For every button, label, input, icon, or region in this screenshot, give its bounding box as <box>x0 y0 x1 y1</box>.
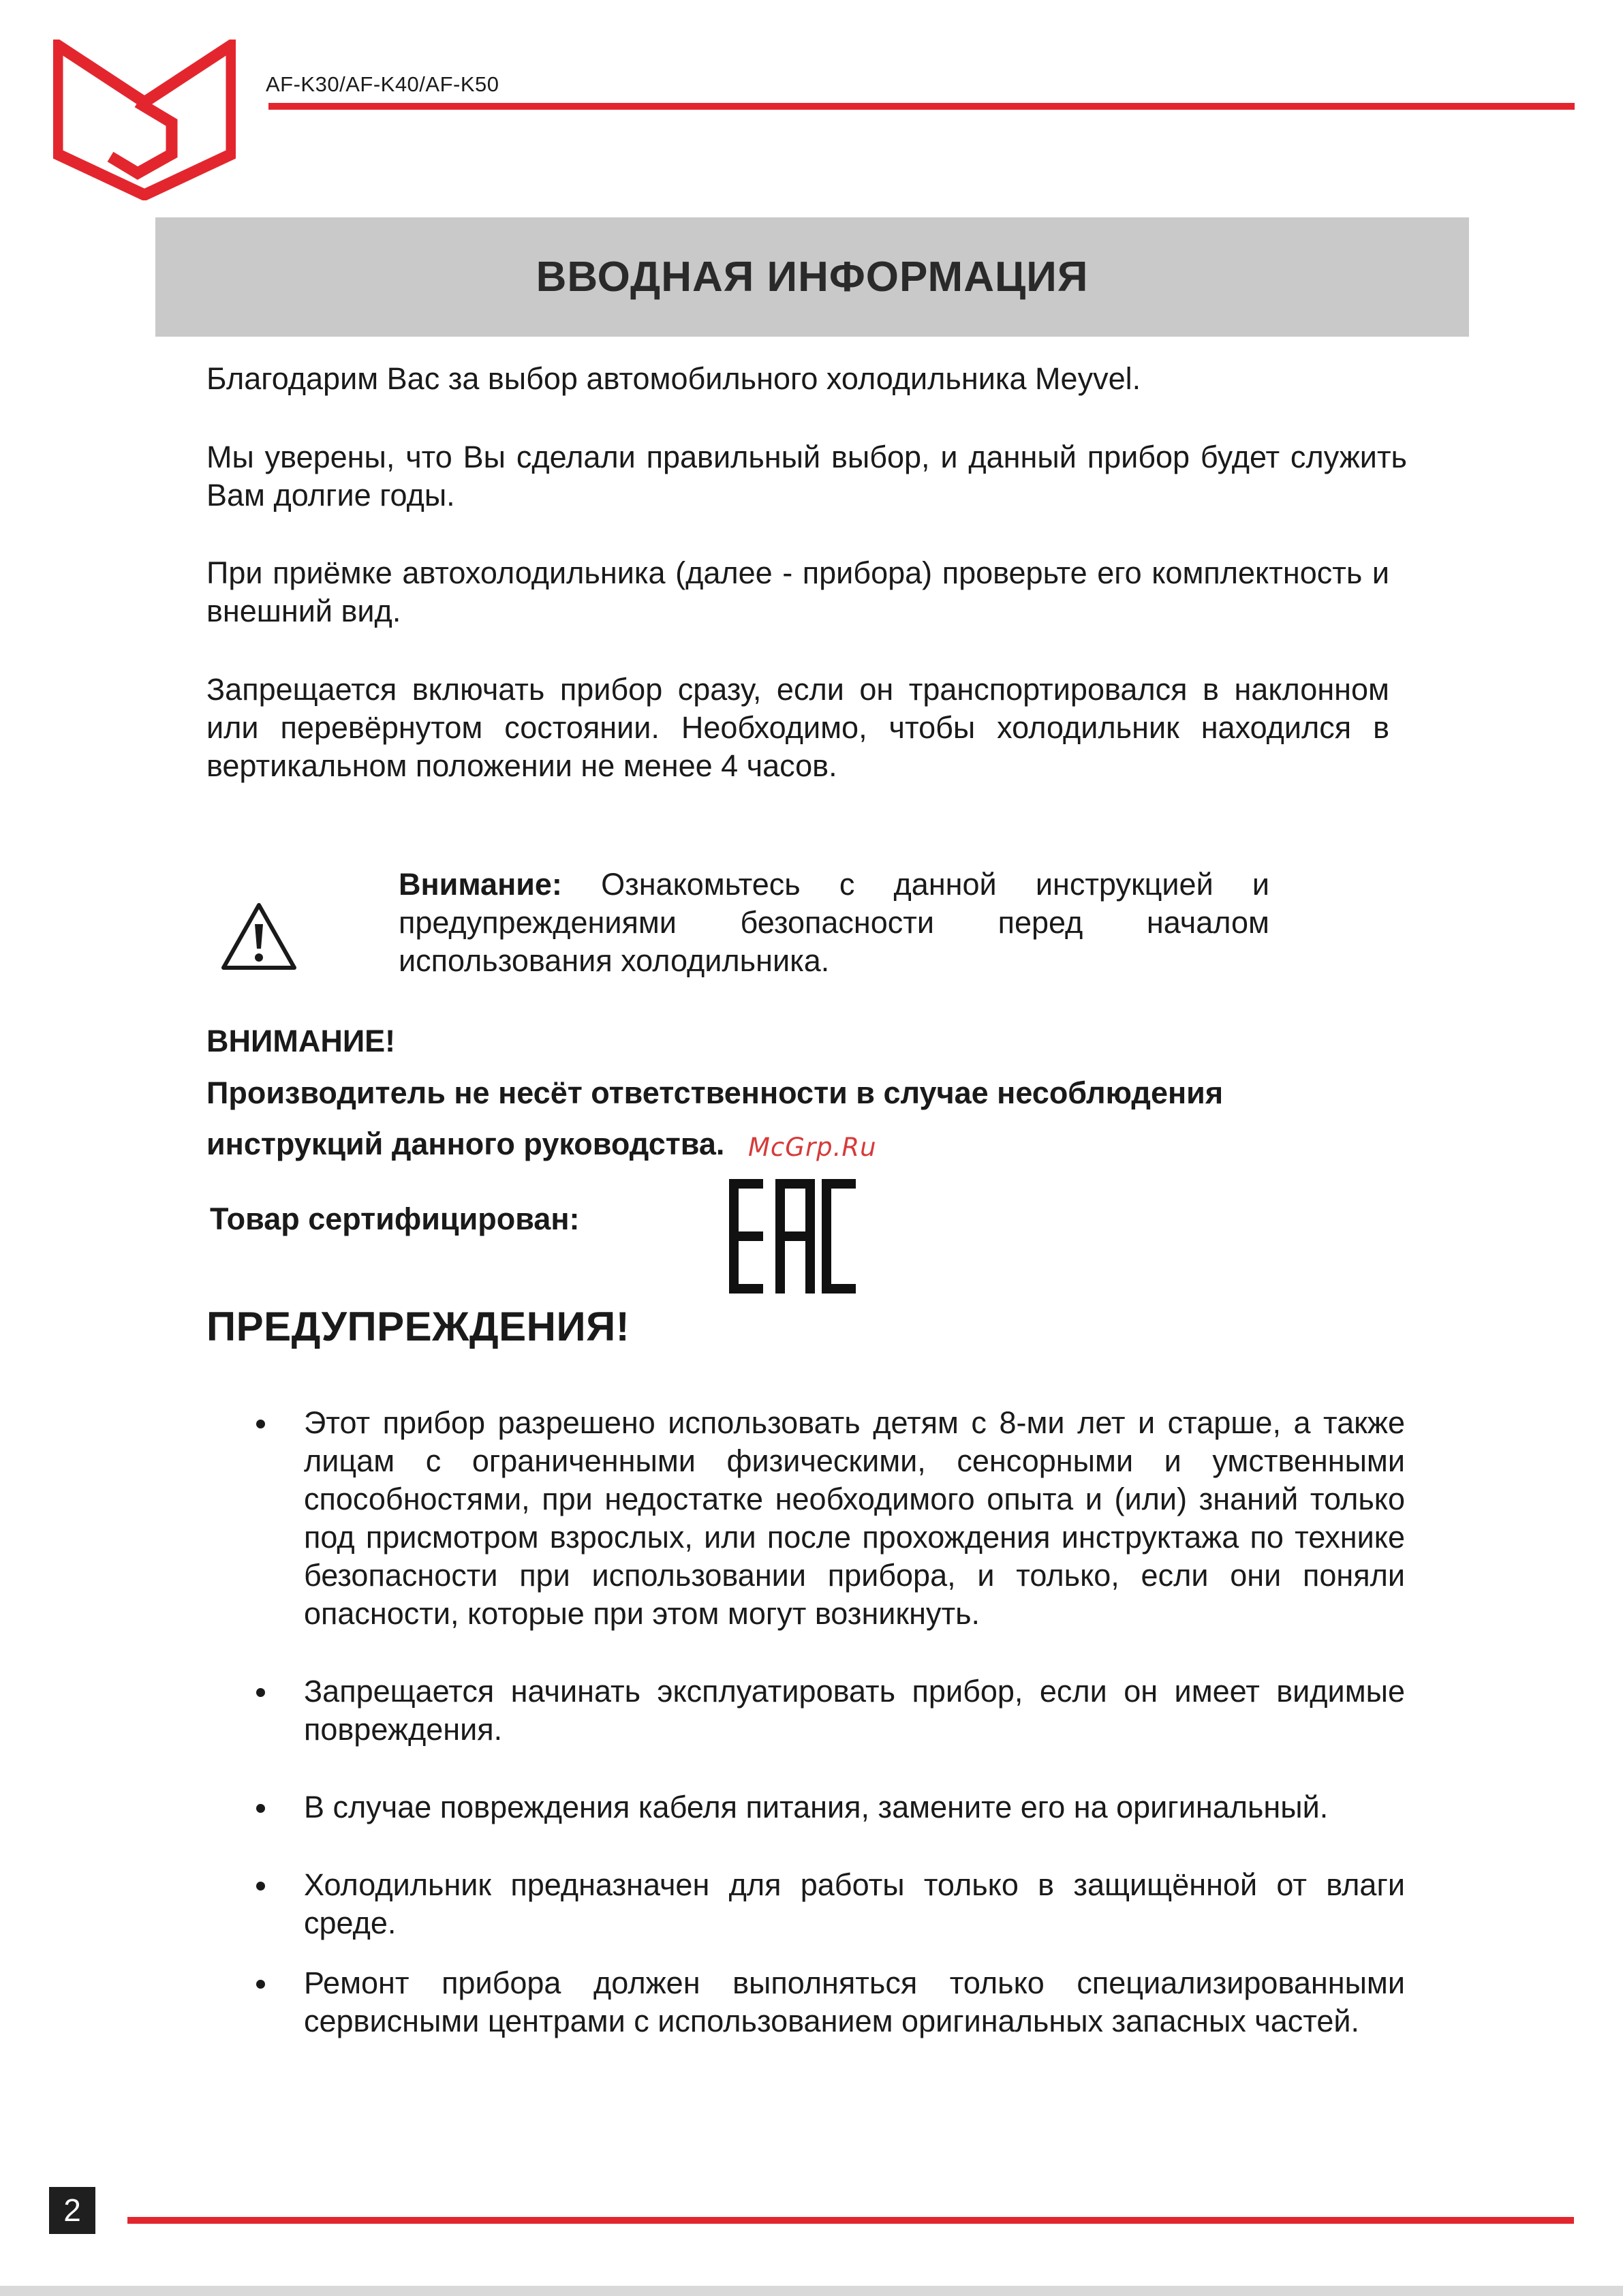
footer-rule <box>127 2217 1574 2224</box>
list-item: Запрещается начинать эксплуатировать прибор, если он имеет видимые повреждения. <box>206 1672 1405 1749</box>
certification-label: Товар сертифицирован: <box>210 1201 580 1236</box>
attention-line: инструкций данного руководства. <box>206 1127 725 1161</box>
list-item: Этот прибор разрешено использовать детям с 8-ми лет и старше, а также лицам с ограниченными физическими, сенсорными и умственными способностями, при недостатке необходимого опыта и (или) знаний только под присмотром взрослых, или после прохождения инструктажа по технике безопасности при использовании прибора, и только, если они поняли опасности, которые при этом могут возникнуть. <box>206 1404 1405 1633</box>
warnings-list <box>206 1404 1405 2040</box>
meyvel-logo-icon <box>53 40 236 200</box>
attention-line: Производитель не несёт ответственности в случае несоблюдения <box>206 1075 1224 1110</box>
page-title: ВВОДНАЯ ИНФОРМАЦИЯ <box>536 254 1089 301</box>
list-item: Холодильник предназначен для работы только в защищённой от влаги среде. <box>206 1866 1405 1942</box>
page-number: 2 <box>49 2187 95 2234</box>
warning-triangle-icon <box>219 901 298 973</box>
attention-heading: ВНИМАНИЕ! <box>206 1024 396 1058</box>
header-rule <box>268 103 1575 110</box>
notice-text <box>399 866 1269 980</box>
page-edge <box>0 2286 1623 2296</box>
intro-paragraph: Мы уверены, что Вы сделали правильный выбор, и данный прибор будет служить Вам долгие годы. <box>206 440 1407 512</box>
model-numbers: AF-K30/AF-K40/AF-K50 <box>266 72 499 96</box>
warnings-title: ПРЕДУПРЕЖДЕНИЯ! <box>206 1304 630 1349</box>
list-item: Ремонт прибора должен выполняться только специализированными сервисными центрами с использованием оригинальных запасных частей. <box>206 1964 1405 2040</box>
notice-body: Ознакомьтесь с данной инструкцией и предупреждениями безопасности перед началом использования холодильника. <box>399 867 1269 978</box>
intro-paragraph: Благодарим Вас за выбор автомобильного холодильника Meyvel. <box>206 361 1141 396</box>
watermark: McGrp.Ru <box>748 1133 877 1162</box>
title-banner <box>155 217 1469 337</box>
intro-paragraph: Запрещается включать прибор сразу, если он транспортировался в наклонном или перевёрнутом состоянии. Необходимо, чтобы холодильник находился в вертикальном положении не менее 4 часов. <box>206 672 1389 783</box>
list-item: В случае повреждения кабеля питания, замените его на оригинальный. <box>206 1788 1405 1826</box>
intro-paragraph: При приёмке автохолодильника (далее - прибора) проверьте его комплектность и внешний вид. <box>206 555 1389 628</box>
notice-label: Внимание: <box>399 867 562 902</box>
eac-mark-icon <box>728 1179 857 1294</box>
